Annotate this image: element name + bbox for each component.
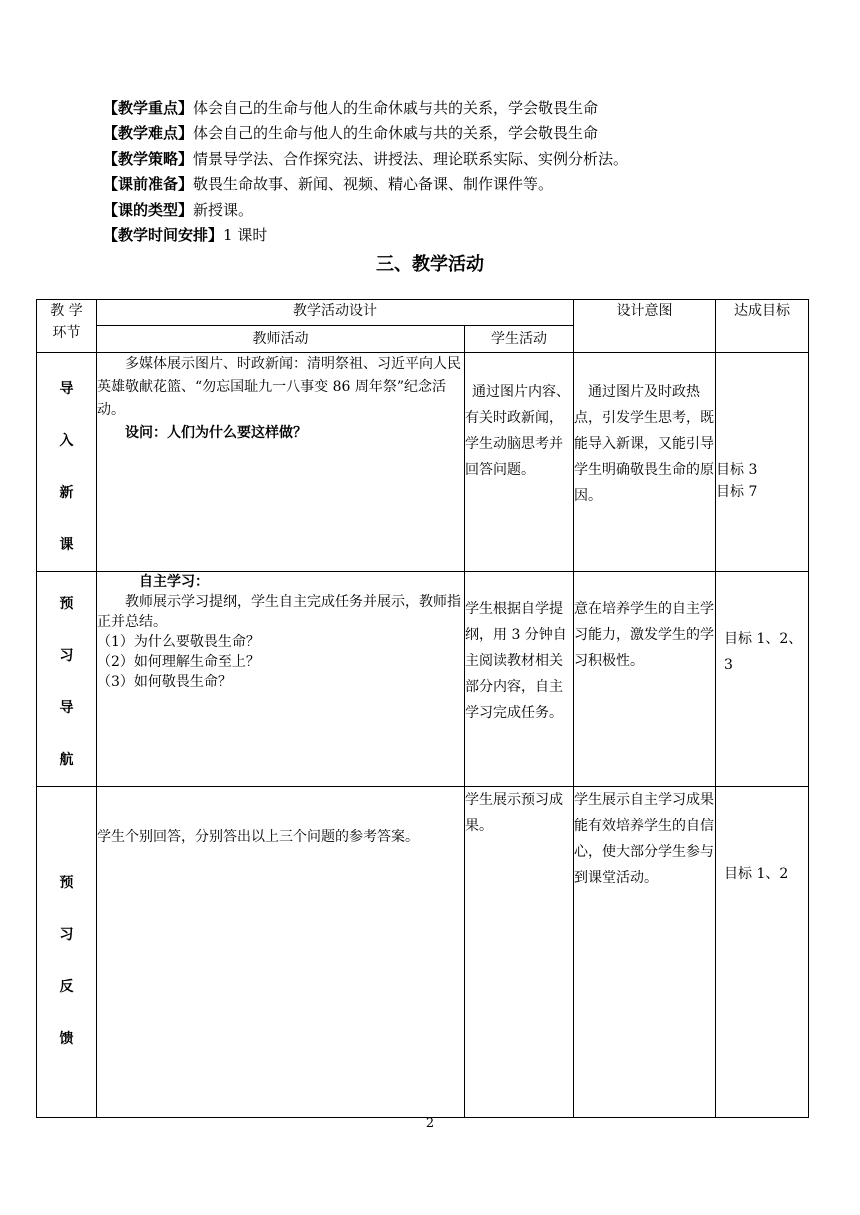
- info-text: 体会自己的生命与他人的生命休戚与共的关系，学会敬畏生命: [193, 99, 599, 117]
- stage-char: 新: [59, 485, 74, 501]
- info-row-difficulties: [103, 121, 628, 146]
- info-row-key-points: [103, 96, 628, 121]
- info-label: 【教学难点】: [103, 124, 194, 143]
- stage-cell: [37, 353, 97, 572]
- stage-char: 预: [59, 875, 74, 891]
- header-goal: 达成目标: [716, 300, 809, 353]
- stage-char: 导: [59, 700, 74, 716]
- student-activity: 学生根据自学提纲，用 3 分钟自主阅读教材相关部分内容，自主学习完成任务。: [465, 572, 574, 787]
- stage-char: 入: [59, 433, 74, 449]
- header-stage: [37, 300, 97, 353]
- table-row: [37, 787, 809, 1118]
- info-label: 【教学时间安排】: [103, 226, 224, 245]
- teacher-text: 学生个别回答，分别答出以上三个问题的参考答案。: [97, 829, 419, 845]
- info-label: 【教学重点】: [103, 99, 194, 117]
- stage-char: 导: [59, 381, 74, 397]
- stage-char: 习: [59, 648, 74, 664]
- stage-cell: [37, 572, 97, 787]
- lesson-info: [103, 96, 628, 248]
- teacher-activity: [97, 572, 465, 787]
- goal-cell: [716, 787, 809, 1118]
- info-row-lesson-type: [103, 198, 628, 223]
- table-row: [37, 353, 809, 572]
- header-intent: 设计意图: [574, 300, 716, 353]
- header-stage-line: 环节: [52, 325, 81, 341]
- stage-char: 反: [59, 979, 74, 995]
- stage-char: 馈: [59, 1031, 74, 1047]
- student-activity: 学生展示预习成果。: [465, 787, 574, 1118]
- teacher-text: 多媒体展示图片、时政新闻：清明祭祖、习近平向人民英雄敬献花篮、“勿忘国耻九一八事变 86 周年祭”纪念活动。: [97, 356, 461, 418]
- info-row-time: [103, 223, 628, 248]
- header-design: 教学活动设计: [97, 300, 574, 326]
- section-title: 三、教学活动: [376, 254, 484, 275]
- design-intent: 通过图片及时政热点，引发学生思考，既能导入新课，又能引导学生明确敬畏生命的原因。: [574, 353, 716, 572]
- stage-char: 航: [59, 752, 74, 768]
- info-text: 体会自己的生命与他人的生命休戚与共的关系，学会敬畏生命: [193, 124, 599, 143]
- stage-char: 预: [59, 596, 74, 612]
- info-text: 情景导学法、合作探究法、讲授法、理论联系实际、实例分析法。: [193, 149, 629, 168]
- header-row: [37, 300, 809, 326]
- info-text: 敬畏生命故事、新闻、视频、精心备课、制作课件等。: [193, 175, 554, 194]
- teacher-activity: [97, 787, 465, 1118]
- info-label: 【教学策略】: [103, 149, 194, 168]
- teaching-activity-table: [36, 299, 809, 1118]
- goal-text: 目标 3: [716, 462, 758, 478]
- header-teacher: 教师活动: [97, 326, 465, 353]
- info-text: 1 课时: [223, 226, 268, 245]
- design-intent: 学生展示自主学习成果能有效培养学生的自信心，使大部分学生参与到课堂活动。: [574, 787, 716, 1118]
- stage-char: 课: [59, 537, 74, 553]
- info-label: 【课的类型】: [103, 200, 194, 219]
- design-intent: 意在培养学生的自主学习能力，激发学生的学习积极性。: [574, 572, 716, 787]
- table-row: [37, 572, 809, 787]
- info-row-strategy: [103, 147, 628, 172]
- teacher-activity: [97, 353, 465, 572]
- teacher-list-item: （1）为什么要敬畏生命？: [97, 634, 260, 650]
- teacher-list-item: （2）如何理解生命至上？: [97, 654, 260, 670]
- goal-cell: [716, 572, 809, 787]
- stage-cell: [37, 787, 97, 1118]
- teacher-title: 自主学习：: [139, 574, 209, 590]
- info-text: 新授课。: [193, 200, 254, 219]
- teacher-list-item: （3）如何敬畏生命？: [97, 674, 232, 690]
- stage-char: 习: [59, 927, 74, 943]
- goal-text: 目标 1、2、3: [724, 631, 803, 673]
- teacher-text: 教师展示学习提纲，学生自主完成任务并展示，教师指正并总结。: [97, 594, 461, 630]
- page-number: 2: [425, 1116, 435, 1131]
- header-stage-line: 教 学: [50, 303, 83, 319]
- teacher-question: 设问：人们为什么要这样做？: [125, 425, 307, 441]
- goal-text: 目标 7: [716, 484, 758, 500]
- header-student: 学生活动: [465, 326, 574, 353]
- info-label: 【课前准备】: [103, 175, 194, 194]
- info-row-preparation: [103, 172, 628, 197]
- student-activity: 通过图片内容、有关时政新闻，学生动脑思考并回答问题。: [465, 353, 574, 572]
- goal-text: 目标 1、2: [724, 866, 789, 882]
- goal-cell: [716, 353, 809, 572]
